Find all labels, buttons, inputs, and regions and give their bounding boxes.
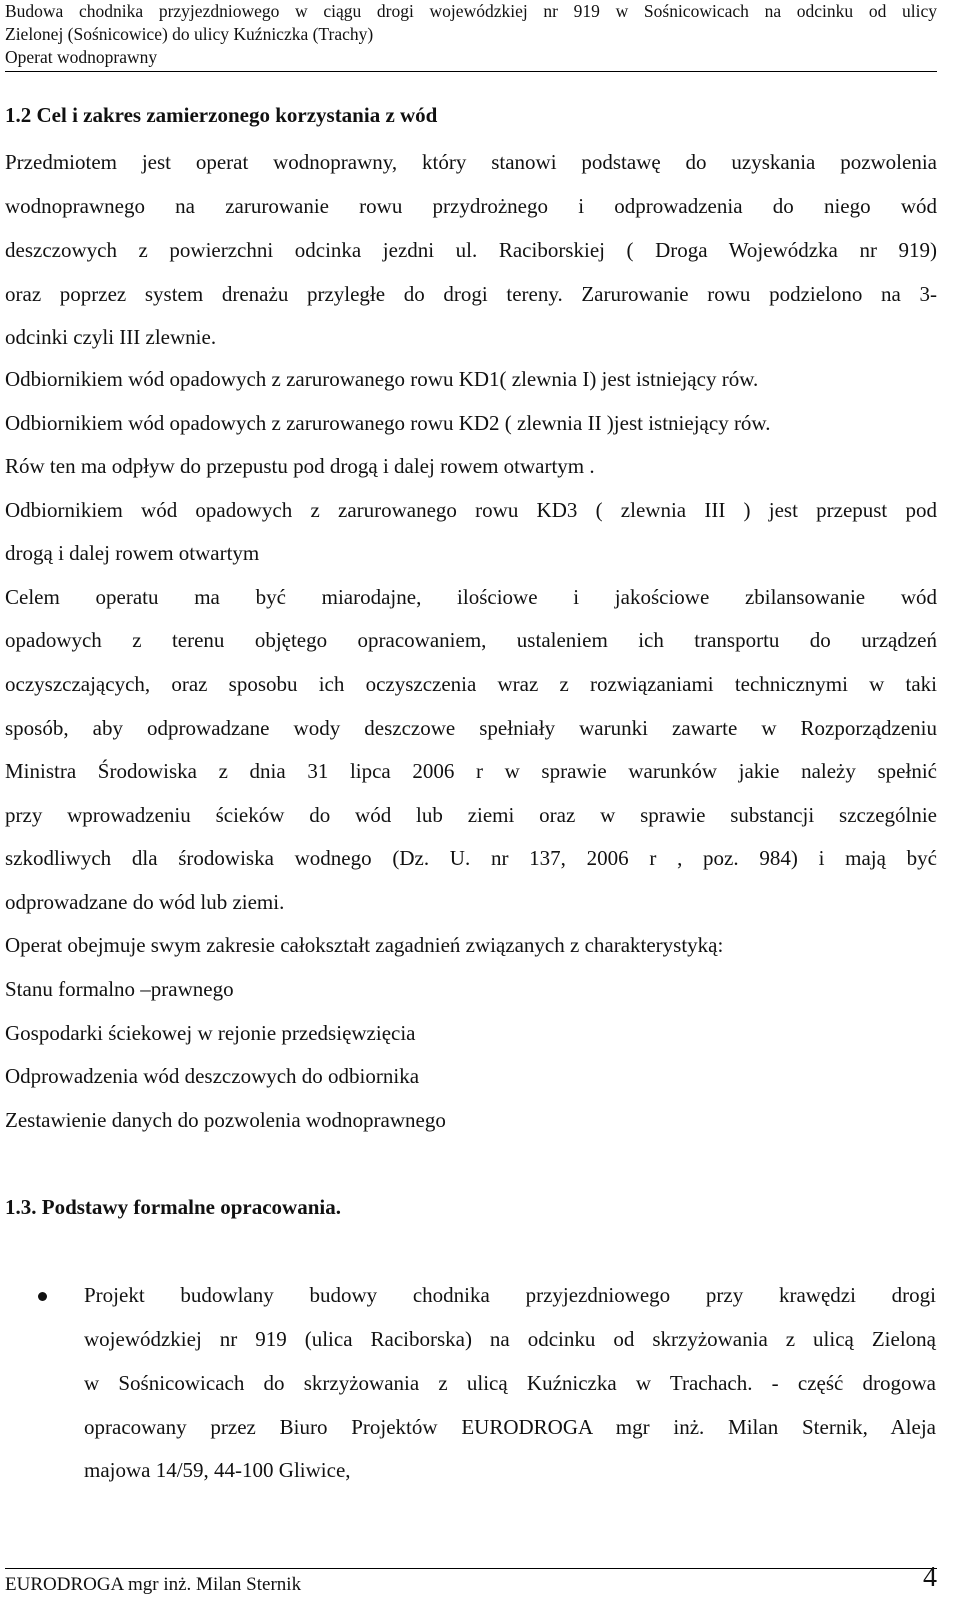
paragraph-line: Odbiornikiem wód opadowych z zarurowanego rowu KD3 ( zlewnia III ) jest przepust pod	[5, 498, 937, 522]
paragraph-line: Rów ten ma odpływ do przepustu pod drogą i dalej rowem otwartym .	[5, 454, 595, 478]
paragraph-line: drogą i dalej rowem otwartym	[5, 541, 260, 565]
paragraph-line: oczyszczających, oraz sposobu ich oczyszczenia wraz z rozwiązaniami technicznymi w taki	[5, 672, 937, 696]
bullet-icon	[38, 1292, 47, 1301]
paragraph-line: deszczowych z powierzchni odcinka jezdni ul. Raciborskiej ( Droga Wojewódzka nr 919)	[5, 238, 937, 262]
bullet-text-line: opracowany przez Biuro Projektów EURODROGA mgr inż. Milan Sternik, Aleja	[84, 1415, 936, 1439]
list-line: Stanu formalno –prawnego	[5, 977, 234, 1001]
paragraph-line: Celem operatu ma być miarodajne, ilościowe i jakościowe zbilansowanie wód	[5, 585, 937, 609]
paragraph-line: szkodliwych dla środowiska wodnego (Dz. U. nr 137, 2006 r , poz. 984) i mają być	[5, 846, 937, 870]
paragraph-line: Operat obejmuje swym zakresie całokształt zagadnień związanych z charakterystyką:	[5, 933, 724, 957]
bullet-text-line: Projekt budowlany budowy chodnika przyjezdniowego przy krawędzi drogi	[84, 1283, 936, 1307]
paragraph-line: Przedmiotem jest operat wodnoprawny, który stanowi podstawę do uzyskania pozwolenia	[5, 150, 937, 174]
paragraph-line: przy wprowadzeniu ścieków do wód lub ziemi oraz w sprawie substancji szczególnie	[5, 803, 937, 827]
paragraph-line: Odbiornikiem wód opadowych z zarurowanego rowu KD1( zlewnia I) jest istniejący rów.	[5, 367, 759, 391]
page-footer	[5, 1562, 937, 1603]
header-line-3: Operat wodnoprawny	[5, 47, 158, 67]
list-line: Gospodarki ściekowej w rejonie przedsięwzięcia	[5, 1021, 416, 1045]
list-line: Odprowadzenia wód deszczowych do odbiornika	[5, 1064, 420, 1088]
header-line-2: Zielonej (Sośnicowice) do ulicy Kuźniczka (Trachy)	[5, 24, 374, 44]
bullet-text-line: wojewódzkiej nr 919 (ulica Raciborska) na odcinku od skrzyżowania z ulicą Zieloną	[84, 1327, 936, 1351]
paragraph-line: sposób, aby odprowadzane wody deszczowe spełniały warunki zawarte w Rozporządzeniu	[5, 716, 937, 740]
header-line-1: Budowa chodnika przyjezdniowego w ciągu drogi wojewódzkiej nr 919 w Sośnicowicach na odcinku od ulicy	[5, 1, 937, 21]
paragraph-line: oraz poprzez system drenażu przyległe do drogi tereny. Zarurowanie rowu podzielono na 3-	[5, 282, 937, 306]
paragraph-line: odcinki czyli III zlewnie.	[5, 325, 217, 349]
section-1-2-heading: 1.2 Cel i zakres zamierzonego korzystania z wód	[5, 103, 438, 127]
page-number: 4	[923, 1562, 937, 1593]
paragraph-line: odprowadzane do wód lub ziemi.	[5, 890, 285, 914]
paragraph-line: opadowych z terenu objętego opracowaniem, ustaleniem ich transportu do urządzeń	[5, 628, 937, 652]
page-header	[5, 0, 937, 72]
section-1-3-heading: 1.3. Podstawy formalne opracowania.	[5, 1195, 341, 1219]
bullet-text-line: majowa 14/59, 44-100 Gliwice,	[84, 1458, 351, 1482]
bullet-text-line: w Sośnicowicach do skrzyżowania z ulicą Kuźniczka w Trachach. - część drogowa	[84, 1371, 936, 1395]
footer-author: EURODROGA mgr inż. Milan Sternik	[5, 1574, 302, 1595]
list-line: Zestawienie danych do pozwolenia wodnoprawnego	[5, 1108, 446, 1132]
paragraph-line: Ministra Środowiska z dnia 31 lipca 2006 r w sprawie warunków jakie należy spełnić	[5, 759, 937, 783]
paragraph-line: wodnoprawnego na zarurowanie rowu przydrożnego i odprowadzenia do niego wód	[5, 194, 937, 218]
paragraph-line: Odbiornikiem wód opadowych z zarurowanego rowu KD2 ( zlewnia II )jest istniejący rów.	[5, 411, 771, 435]
